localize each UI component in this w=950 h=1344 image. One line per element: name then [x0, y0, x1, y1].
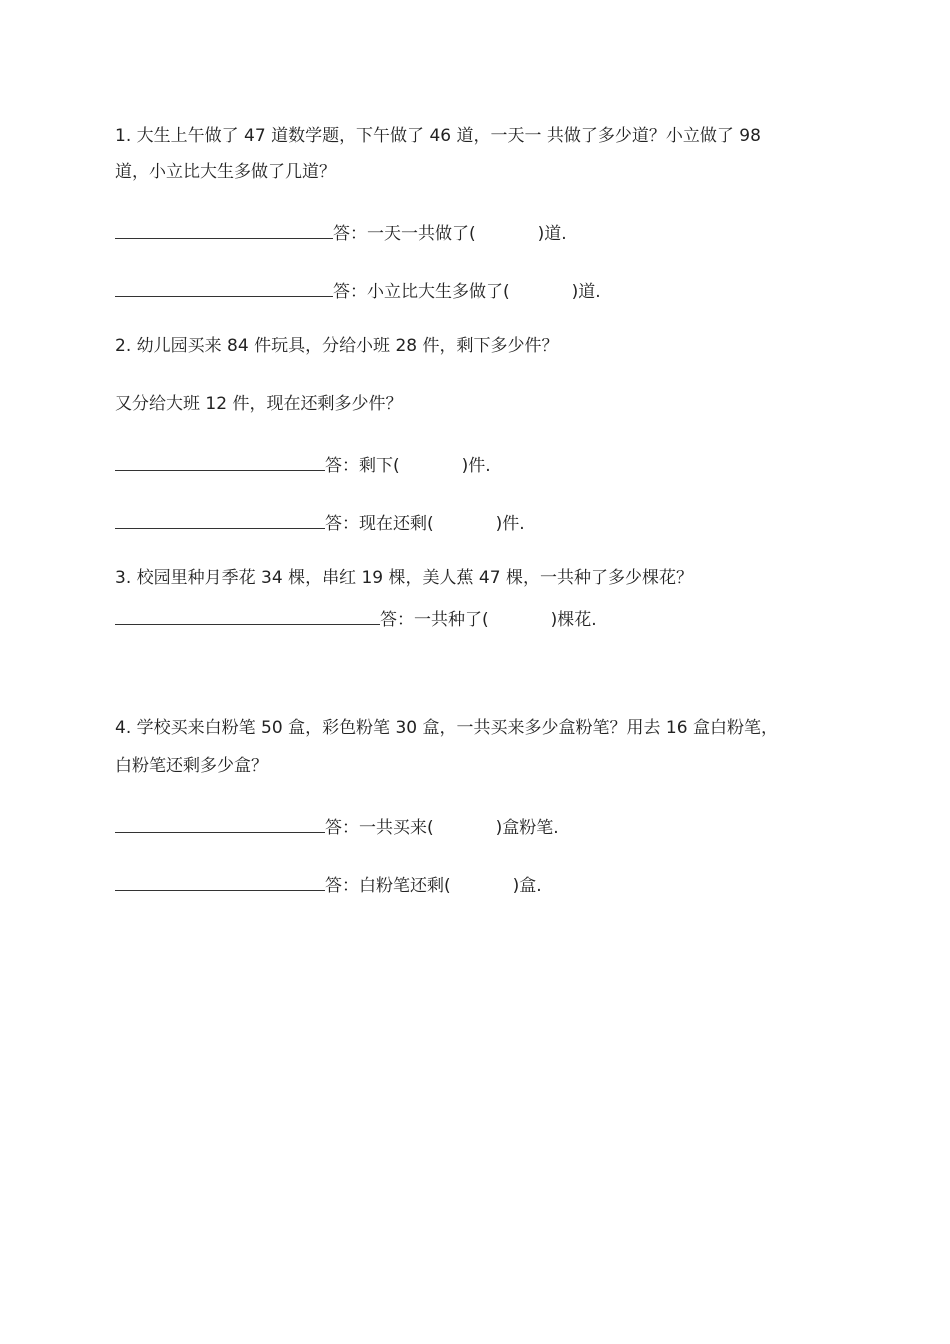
calculation-blank[interactable]	[115, 812, 325, 833]
answer-prefix: 答：现在还剩(	[325, 514, 434, 534]
calculation-blank[interactable]	[115, 870, 325, 891]
answer-prefix: 答：一天一共做了(	[333, 224, 476, 244]
question-4-text-line-1: 4. 学校买来白粉笔 50 盒，彩色粉笔 30 盒，一共买来多少盒粉笔？用去 16 盒白粉笔，	[115, 718, 778, 738]
question-1-text-line-1: 1. 大生上午做了 47 道数学题，下午做了 46 道，一天一 共做了多少道？小立做了 98	[115, 126, 761, 146]
calculation-blank[interactable]	[115, 604, 380, 625]
question-2-answer-2	[115, 508, 525, 532]
answer-suffix: )盒粉笔.	[495, 818, 559, 838]
question-3-text-line-1: 3. 校园里种月季花 34 棵，串红 19 棵，美人蕉 47 棵，一共种了多少棵花？	[115, 568, 693, 588]
question-2-answer-1	[115, 450, 491, 474]
calculation-blank[interactable]	[115, 276, 333, 297]
question-2-text-line-2: 又分给大班 12 件，现在还剩多少件？	[115, 394, 403, 414]
answer-suffix: )道.	[537, 224, 567, 244]
answer-prefix: 答：白粉笔还剩(	[325, 876, 451, 896]
question-2-text-line-1: 2. 幼儿园买来 84 件玩具，分给小班 28 件，剩下多少件？	[115, 336, 559, 356]
answer-suffix: )道.	[571, 282, 601, 302]
answer-prefix: 答：小立比大生多做了(	[333, 282, 510, 302]
answer-prefix: 答：剩下(	[325, 456, 400, 476]
question-1-answer-2	[115, 276, 601, 300]
calculation-blank[interactable]	[115, 450, 325, 471]
question-3-answer-1	[115, 604, 597, 628]
answer-suffix: )件.	[461, 456, 491, 476]
calculation-blank[interactable]	[115, 508, 325, 529]
answer-suffix: )盒.	[512, 876, 542, 896]
question-1-text-line-2: 道，小立比大生多做了几道？	[115, 162, 336, 182]
calculation-blank[interactable]	[115, 218, 333, 239]
question-4-answer-1	[115, 812, 559, 836]
answer-suffix: )件.	[495, 514, 525, 534]
question-4-answer-2	[115, 870, 542, 894]
answer-suffix: )棵花.	[550, 610, 597, 630]
answer-prefix: 答：一共买来(	[325, 818, 434, 838]
question-1-answer-1	[115, 218, 567, 242]
question-4-text-line-2: 白粉笔还剩多少盒？	[115, 756, 268, 776]
answer-prefix: 答：一共种了(	[380, 610, 489, 630]
